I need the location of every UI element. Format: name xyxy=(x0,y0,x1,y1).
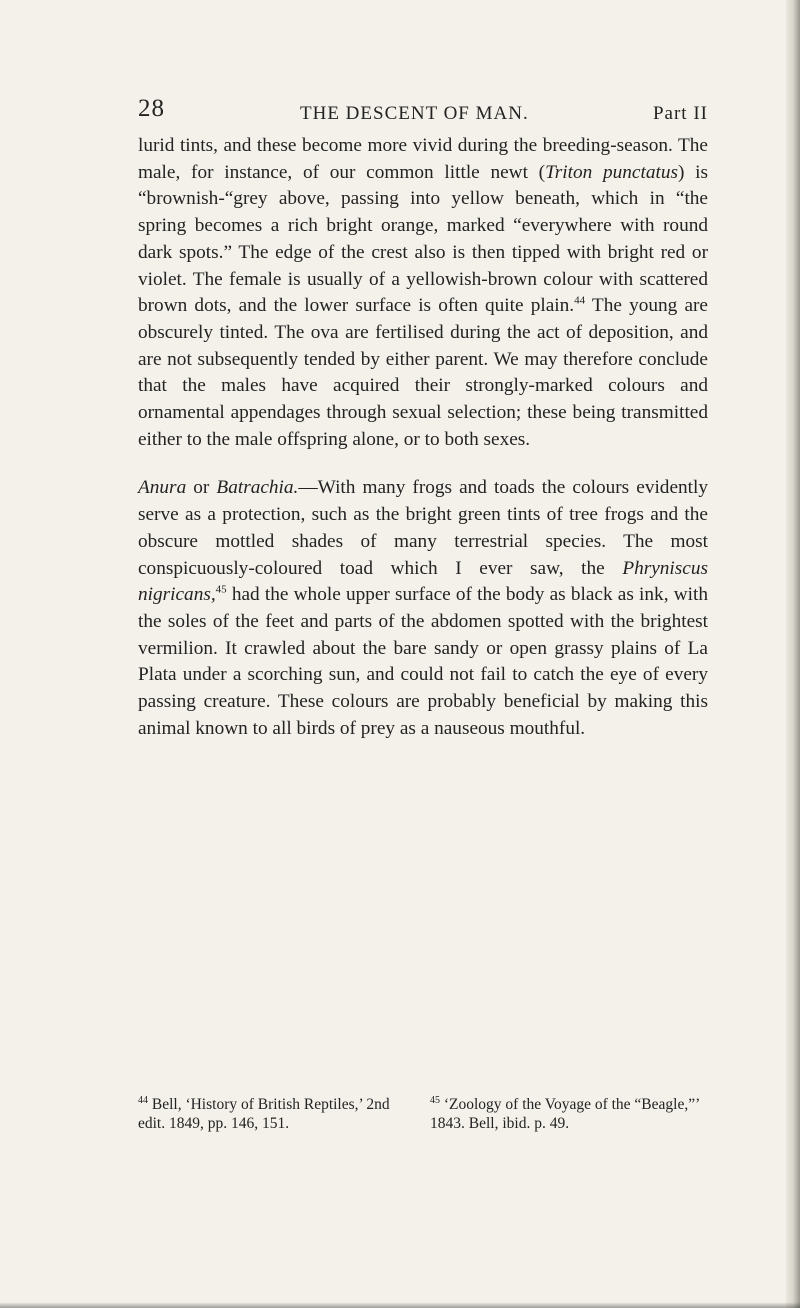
text-run: lurid tints, and these become more vivid during the breeding-season. The male, for instance, of our common little newt ( xyxy=(138,135,708,183)
running-header xyxy=(138,95,708,135)
species-name: Phryniscus nigricans, xyxy=(138,557,708,606)
section-heading-batrachia: Batrachia. xyxy=(216,477,299,499)
body-text xyxy=(138,133,708,742)
footnotes xyxy=(138,1095,708,1133)
footnote-ref: 45 xyxy=(215,583,227,596)
footnote-text: ‘Zoology of the Voyage of the “Beagle,”’ 1843. Bell, ibid. p. 49. xyxy=(430,1096,700,1132)
text-run: ) is “brownish-“grey above, passing into yellow beneath, which in “the spring becomes a rich bright orange, marked “everywhere with round dark spots.” The edge of the crest also is then tipped with bright red or violet. The female is usually of a yellowish-brown colour with scattered brown dots, and the lower surface is often quite plain. xyxy=(138,161,708,317)
page-number: 28 xyxy=(138,95,165,122)
footnote-mark: 45 xyxy=(430,1094,440,1106)
footnote-45 xyxy=(430,1095,708,1133)
running-title: THE DESCENT OF MAN. xyxy=(300,103,529,124)
species-name: Triton punctatus xyxy=(545,161,678,183)
footnote-44 xyxy=(138,1095,416,1133)
text-run: The young are obscurely tinted. The ova are fertilised during the act of deposition, and are not subsequently tended by either parent. We may therefore conclude that the males have acquired their strongly-marked colours and ornamental appendages through sexual selection; these being transmitted either to the male offspring alone, or to both sexes. xyxy=(138,295,708,450)
text-run: —With many frogs and toads the colours evidently serve as a protection, such as the bright green tints of tree frogs and the obscure mottled shades of many terrestrial species. The most conspicuously-coloured toad which I ever saw, the xyxy=(138,477,709,579)
text-run: or xyxy=(186,477,217,499)
footnote-text: Bell, ‘History of British Reptiles,’ 2nd edit. 1849, pp. 146, 151. xyxy=(138,1096,390,1132)
page-bottom-shadow xyxy=(0,1302,800,1308)
part-label: Part II xyxy=(652,103,708,124)
paragraph-anura xyxy=(138,475,708,742)
page-edge-shadow xyxy=(786,0,800,1308)
text-run: had the whole upper surface of the body as black as ink, with the soles of the feet and parts of the abdomen spotted with the brightest vermilion. It crawled about the bare sandy or open grassy plains of La Plata under a scorching sun, and could not fail to catch the eye of every passing creature. These colours are probably beneficial by making this animal known to all birds of prey as a nauseous mouthful. xyxy=(138,584,708,739)
footnote-ref: 44 xyxy=(574,294,586,307)
footnote-mark: 44 xyxy=(138,1094,148,1106)
section-heading-anura: Anura xyxy=(138,477,187,499)
paragraph-newt xyxy=(138,133,708,453)
